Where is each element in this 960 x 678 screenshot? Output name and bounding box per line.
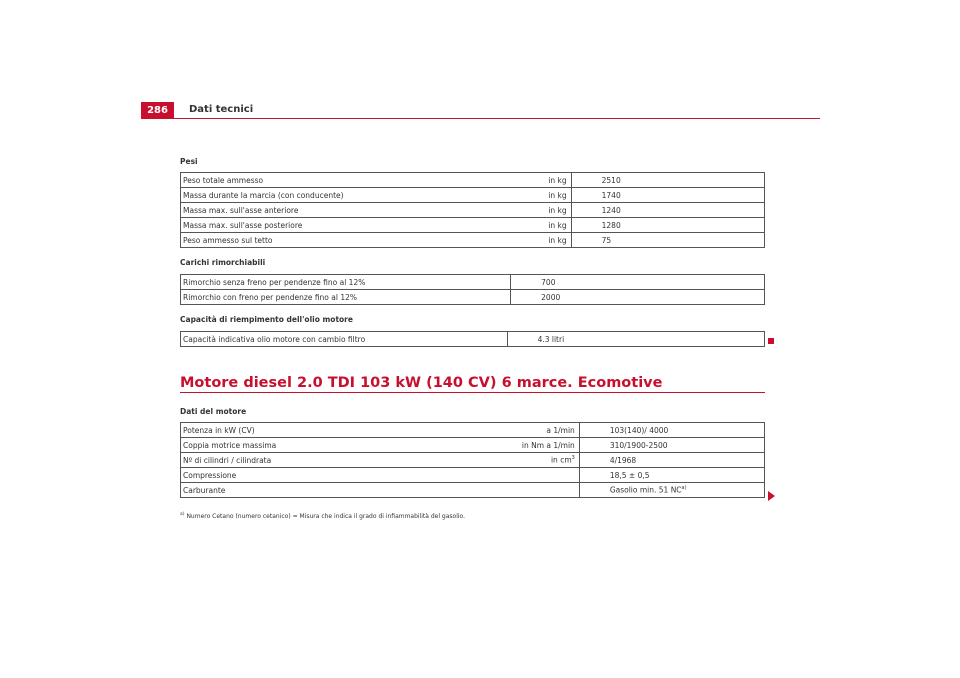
table-row — [181, 203, 765, 218]
row-label: Potenza in kW (CV) — [181, 423, 480, 438]
table-row — [181, 453, 765, 468]
row-label: Massa durante la marcia (con conducente) — [181, 188, 480, 203]
row-unit: in kg — [479, 203, 571, 218]
row-unit: in kg — [479, 233, 571, 248]
continue-arrow-icon — [768, 491, 775, 501]
table-row — [181, 468, 765, 483]
row-label: Rimorchio senza freno per pendenze fino al 12% — [181, 275, 480, 290]
table-motore — [180, 422, 765, 498]
row-value: 2000 — [511, 290, 765, 305]
row-label: Peso totale ammesso — [181, 173, 480, 188]
row-label: Nº di cilindri / cilindrata — [181, 453, 480, 468]
row-value: 103(140)/ 4000 — [579, 423, 764, 438]
table-row — [181, 218, 765, 233]
footnote-marker: a) — [180, 512, 185, 517]
page-number: 286 — [141, 102, 174, 119]
row-value: 700 — [511, 275, 765, 290]
section-heading-pesi: Pesi — [180, 157, 198, 166]
page-title: Dati tecnici — [189, 104, 254, 115]
footnote-text: Numero Cetano (numero cetanico) = Misura che indica il grado di infiammabilità del gasolio. — [186, 513, 466, 520]
row-unit — [479, 468, 579, 483]
table-row — [181, 290, 765, 305]
row-label: Rimorchio con freno per pendenze fino al 12% — [181, 290, 480, 305]
row-unit: a 1/min — [479, 423, 579, 438]
engine-title: Motore diesel 2.0 TDI 103 kW (140 CV) 6 marce. Ecomotive — [180, 375, 663, 391]
footnote — [180, 512, 465, 520]
row-unit — [479, 290, 511, 305]
row-value: 1740 — [571, 188, 764, 203]
table-olio — [180, 331, 765, 347]
row-value: 1280 — [571, 218, 764, 233]
table-row — [181, 188, 765, 203]
row-label: Peso ammesso sul tetto — [181, 233, 480, 248]
row-value: 1240 — [571, 203, 764, 218]
row-value: 2510 — [571, 173, 764, 188]
table-carichi — [180, 274, 765, 305]
row-unit: in Nm a 1/min — [479, 438, 579, 453]
row-unit — [479, 332, 507, 347]
value-text: Gasolio min. 51 NC — [609, 485, 682, 495]
row-label: Carburante — [181, 483, 480, 498]
unit-superscript: 3 — [571, 455, 575, 462]
section-end-square-icon — [768, 338, 774, 344]
row-value: 4.3 litri — [507, 332, 764, 347]
row-value — [579, 483, 764, 498]
table-pesi — [180, 172, 765, 248]
row-unit — [479, 483, 579, 498]
row-label: Massa max. sull'asse anteriore — [181, 203, 480, 218]
section-heading-carichi: Carichi rimorchiabili — [180, 258, 266, 267]
table-row — [181, 233, 765, 248]
row-unit — [479, 275, 511, 290]
row-value: 75 — [571, 233, 764, 248]
footnote-ref: a) — [681, 485, 687, 492]
table-row — [181, 423, 765, 438]
table-row — [181, 275, 765, 290]
engine-title-rule — [180, 392, 765, 393]
section-heading-motore: Dati del motore — [180, 407, 247, 416]
table-row — [181, 438, 765, 453]
unit-text: in cm — [550, 455, 572, 465]
row-label: Capacità indicativa olio motore con cambio filtro — [181, 332, 480, 347]
row-unit: in kg — [479, 188, 571, 203]
row-label: Coppia motrice massima — [181, 438, 480, 453]
table-row — [181, 173, 765, 188]
section-heading-olio: Capacità di riempimento dell'olio motore — [180, 315, 353, 324]
table-row — [181, 332, 765, 347]
row-unit: in kg — [479, 173, 571, 188]
row-label: Compressione — [181, 468, 480, 483]
row-value: 18,5 ± 0,5 — [579, 468, 764, 483]
row-label: Massa max. sull'asse posteriore — [181, 218, 480, 233]
row-value: 4/1968 — [579, 453, 764, 468]
table-row — [181, 483, 765, 498]
header-rule — [141, 118, 820, 119]
row-value: 310/1900-2500 — [579, 438, 764, 453]
row-unit: in kg — [479, 218, 571, 233]
row-unit — [479, 453, 579, 468]
